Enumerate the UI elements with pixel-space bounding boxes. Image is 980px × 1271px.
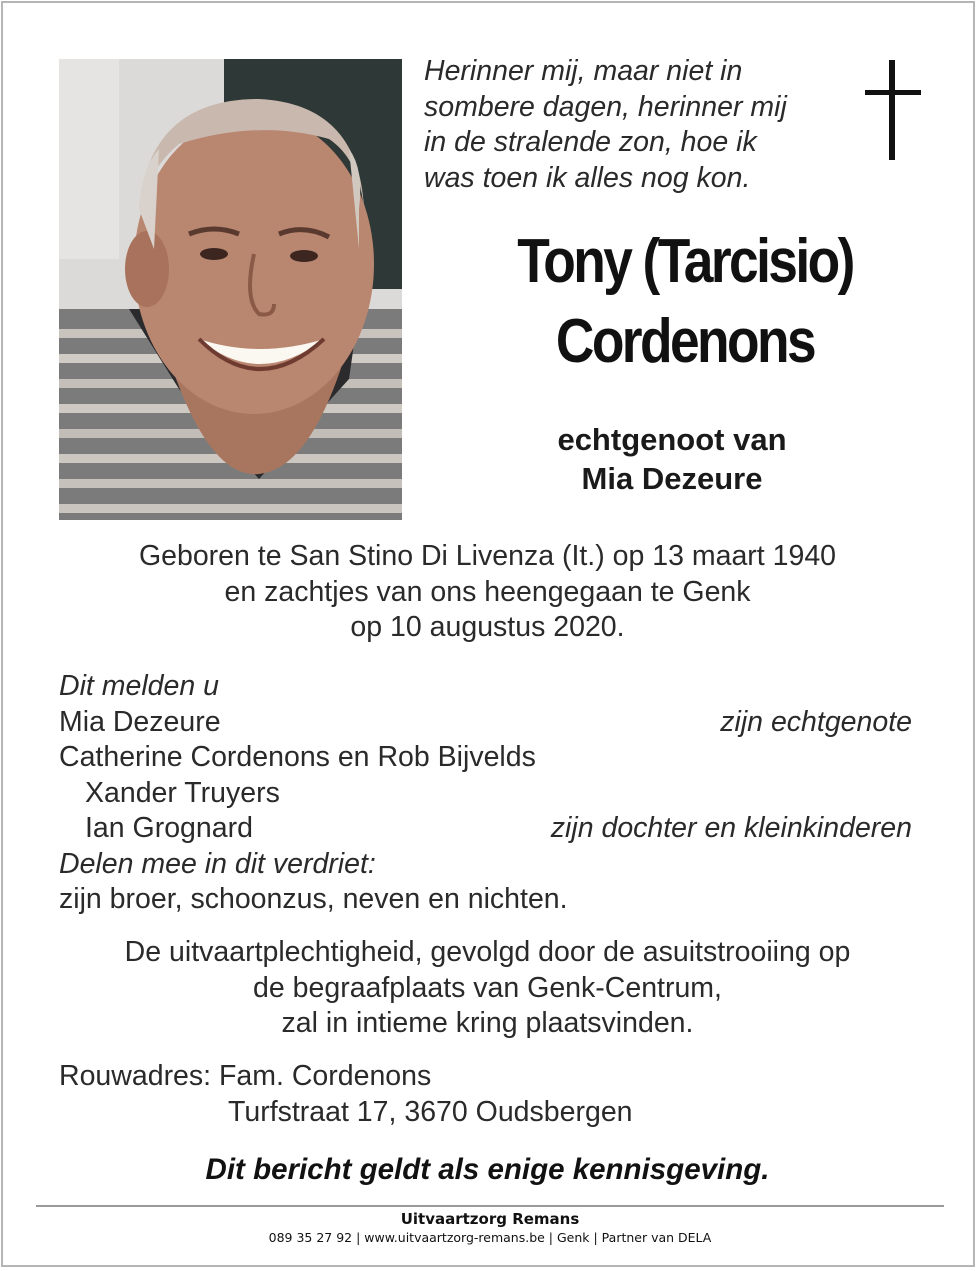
ceremony-line: de begraafplaats van Genk-Centrum, <box>253 971 722 1004</box>
death-date-line: op 10 augustus 2020. <box>350 611 625 643</box>
family-list <box>59 669 912 918</box>
notice-text: Dit bericht geldt als enige kennisgeving. <box>205 1153 770 1186</box>
deceased-name: Tony (Tarcisio) <box>517 227 853 296</box>
portrait-photo <box>59 59 402 520</box>
list-item: Catherine Cordenons en Rob Bijvelds <box>59 741 536 773</box>
poem-line: Herinner mij, maar niet in <box>424 55 743 87</box>
funeral-company-info: 089 35 27 92 | www.uitvaartzorg-remans.be | Genk | Partner van DELA <box>268 1230 712 1245</box>
address-line: Rouwadres: Fam. Cordenons <box>59 1060 432 1092</box>
list-item: Xander Truyers <box>85 776 280 809</box>
list-item <box>59 811 912 847</box>
relation-label: echtgenoot van <box>557 422 787 457</box>
relatives-line: zijn broer, schoonzus, neven en nichten. <box>59 883 568 915</box>
poem-line: in de stralende zon, hoe ik <box>424 126 757 158</box>
footer-divider <box>36 1205 944 1207</box>
poem-line: was toen ik alles nog kon. <box>424 161 751 194</box>
mourning-address <box>59 1059 912 1130</box>
spouse-name: Mia Dezeure <box>581 461 763 496</box>
poem-line: sombere dagen, herinner mij <box>424 90 787 123</box>
address-line: Turfstraat 17, 3670 Oudsbergen <box>228 1095 633 1128</box>
memorial-poem <box>424 54 844 196</box>
ceremony-line: zal in intieme kring plaatsvinden. <box>281 1007 694 1039</box>
ceremony-line: De uitvaartplechtigheid, gevolgd door de asuitstrooiing op <box>124 936 851 968</box>
spouse-role: zijn echtgenote <box>720 705 912 738</box>
cross-icon <box>862 60 924 160</box>
grandchild-name: Ian Grognard <box>85 812 253 844</box>
list-item <box>59 705 912 741</box>
children-role: zijn dochter en kleinkinderen <box>550 812 912 844</box>
ceremony-info <box>40 935 935 1042</box>
share-intro: Delen mee in dit verdriet: <box>59 847 376 880</box>
funeral-company-name: Uitvaartzorg Remans <box>400 1210 580 1228</box>
birth-line: Geboren te San Stino Di Livenza (It.) op 13 maart 1940 <box>138 540 837 572</box>
deceased-surname: Cordenons <box>555 307 815 376</box>
spouse-name: Mia Dezeure <box>59 705 221 738</box>
death-line: en zachtjes van ons heengegaan te Genk <box>224 575 751 608</box>
family-intro: Dit melden u <box>59 670 219 702</box>
birth-death-info <box>40 539 935 646</box>
